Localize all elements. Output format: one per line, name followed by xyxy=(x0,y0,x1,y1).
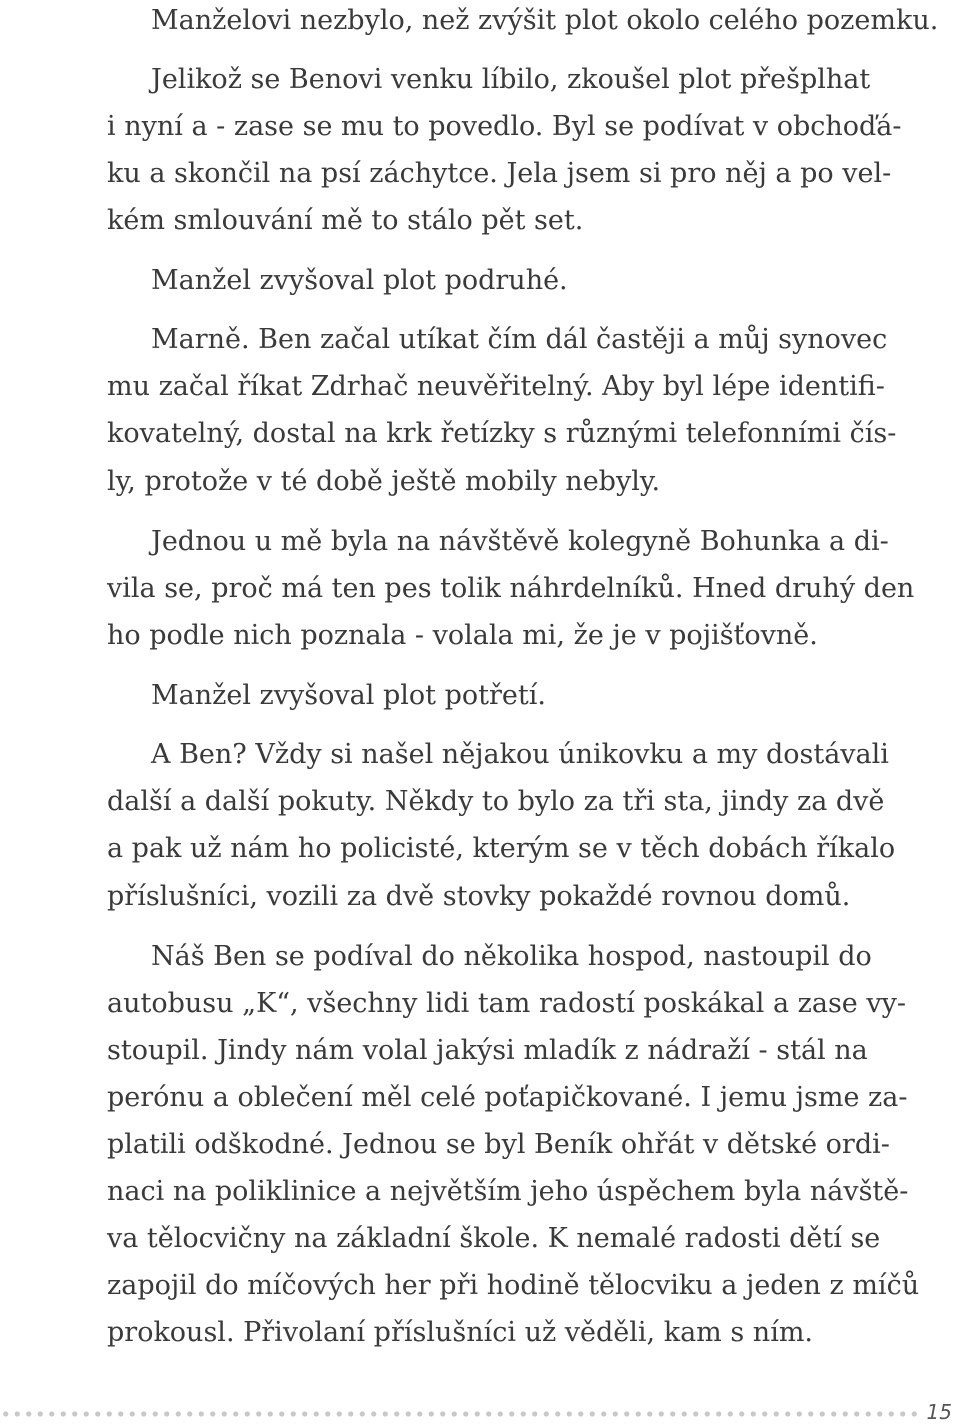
text-line: Jednou u mě byla na návštěvě kolegyně Bohunka a di- xyxy=(151,526,889,557)
text-line: kovatelný, dostal na krk řetízky s různými telefonními čís- xyxy=(107,418,897,449)
text-line: příslušníci, vozili za dvě stovky pokaždé rovnou domů. xyxy=(107,881,851,912)
text-line: Manželovi nezbylo, než zvýšit plot okolo celého pozemku. xyxy=(151,5,939,36)
text-line: prokousl. Přivolaní příslušníci už věděli, kam s ním. xyxy=(107,1317,814,1348)
text-line: Jelikož se Benovi venku líbilo, zkoušel plot přešplhat xyxy=(151,64,871,95)
text-line: naci na poliklinice a největším jeho úspěchem byla návště- xyxy=(107,1176,909,1207)
text-line: mu začal říkat Zdrhač neuvěřitelný. Aby byl lépe identifi- xyxy=(107,371,885,402)
text-line: A Ben? Vždy si našel nějakou únikovku a my dostávali xyxy=(151,739,889,770)
text-line: kém smlouvání mě to stálo pět set. xyxy=(107,205,584,236)
text-line: Manžel zvyšoval plot potřetí. xyxy=(151,680,546,711)
text-line: vila se, proč má ten pes tolik náhrdelníků. Hned druhý den xyxy=(107,573,915,604)
text-line: zapojil do míčových her při hodině tělocviku a jeden z míčů xyxy=(107,1270,920,1301)
page-number: 15 xyxy=(926,1400,952,1424)
text-line: ly, protože v té době ještě mobily nebyly. xyxy=(107,466,661,497)
text-line: Náš Ben se podíval do několika hospod, nastoupil do xyxy=(151,941,872,972)
text-line: autobusu „K“, všechny lidi tam radostí poskákal a zase vy- xyxy=(107,988,906,1019)
text-line: ho podle nich poznala - volala mi, že je v pojišťovně. xyxy=(107,620,818,651)
text-line: a pak už nám ho policisté, kterým se v těch dobách říkalo xyxy=(107,833,896,864)
footer-dotted-rule xyxy=(0,1408,922,1420)
text-line: Marně. Ben začal utíkat čím dál častěji a můj synovec xyxy=(151,324,888,355)
text-line: i nyní a - zase se mu to povedlo. Byl se podívat v obchoďá- xyxy=(107,111,902,142)
text-line: va tělocvičny na základní škole. K nemalé radosti dětí se xyxy=(107,1223,881,1254)
text-line: Manžel zvyšoval plot podruhé. xyxy=(151,265,568,296)
text-line: další a další pokuty. Někdy to bylo za tři sta, jindy za dvě xyxy=(107,786,885,817)
text-line: platili odškodné. Jednou se byl Beník ohřát v dětské ordi- xyxy=(107,1129,890,1160)
text-line: ku a skončil na psí záchytce. Jela jsem si pro něj a po vel- xyxy=(107,158,892,189)
text-line: perónu a oblečení měl celé poťapičkované. I jemu jsme za- xyxy=(107,1082,908,1113)
text-line: stoupil. Jindy nám volal jakýsi mladík z nádraží - stál na xyxy=(107,1035,868,1066)
